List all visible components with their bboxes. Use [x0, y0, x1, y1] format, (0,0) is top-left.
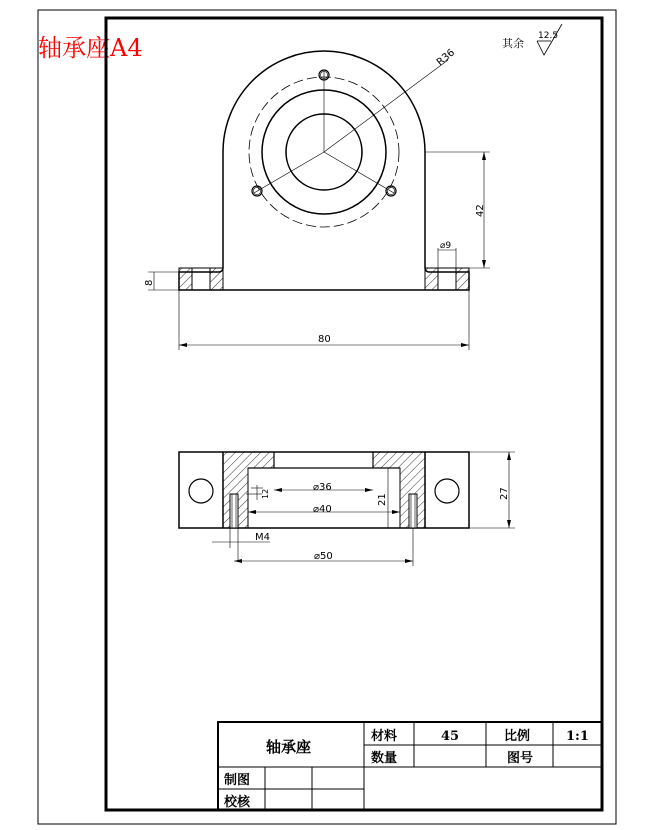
dim-height-42: 42 — [475, 204, 486, 217]
dim-thickness-8: 8 — [144, 279, 155, 286]
drawn-label: 制图 — [224, 773, 251, 788]
mount-hole-left — [189, 479, 213, 503]
roughness-symbol — [502, 24, 562, 55]
material-label: 材料 — [371, 729, 398, 744]
thread-hole-right — [409, 494, 417, 528]
title-block — [218, 722, 602, 810]
part-name: 轴承座 — [266, 738, 312, 756]
right-base-section — [425, 268, 438, 290]
quantity-label: 数量 — [371, 751, 398, 766]
scale-label: 比例 — [504, 729, 531, 744]
dim-hole-dia: ⌀9 — [440, 241, 452, 251]
mount-hole-right — [435, 479, 459, 503]
material-value: 45 — [441, 729, 460, 744]
front-view — [148, 51, 490, 350]
dim-dia-36: ⌀36 — [313, 482, 332, 493]
section-view — [179, 452, 515, 566]
left-base-section-2 — [210, 268, 223, 290]
roughness-value: 12.5 — [538, 31, 559, 41]
dim-thread-m4: M4 — [255, 532, 270, 543]
checked-label: 校核 — [224, 795, 251, 810]
dim-dia-40: ⌀40 — [313, 504, 332, 515]
dim-height-27: 27 — [499, 487, 510, 500]
roughness-prefix: 其余 — [502, 37, 524, 50]
dim-width-80: 80 — [318, 334, 331, 345]
left-base-section — [179, 268, 192, 290]
dim-dia-50: ⌀50 — [314, 551, 333, 562]
dim-radius: R36 — [434, 47, 458, 69]
sheet-title: 轴承座A4 — [38, 34, 143, 62]
dim-thread-depth: 12 — [261, 488, 270, 499]
sheet-outer-border — [38, 10, 616, 824]
scale-value: 1:1 — [566, 729, 589, 744]
drawing-no-label: 图号 — [507, 751, 534, 766]
right-base-section-2 — [456, 268, 469, 290]
thread-hole-left — [230, 494, 238, 528]
dim-depth-21: 21 — [377, 493, 388, 506]
drawing-frame — [106, 18, 602, 810]
